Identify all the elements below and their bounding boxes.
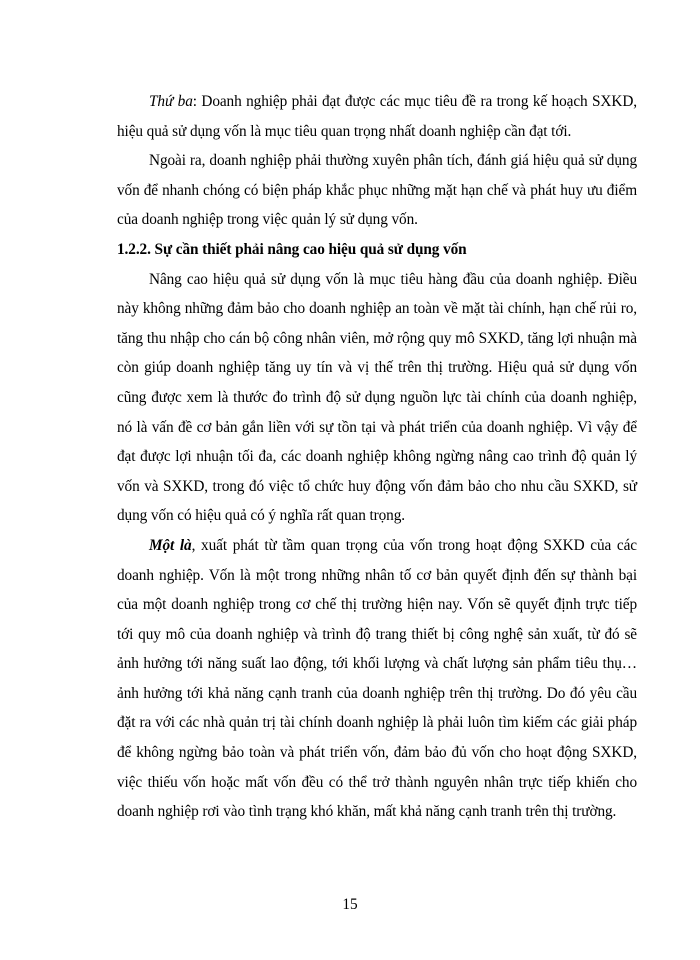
- paragraph-nang-cao: Nâng cao hiệu quả sử dụng vốn là mục tiêu hàng đầu của doanh nghiệp. Điều này không những đảm bảo cho doanh nghiệp an toàn về mặt tài chính, hạn chế rủi ro, tăng thu nhập cho cán bộ công nhân viên, mở rộng quy mô SXKD, tăng lợi nhuận mà còn giúp doanh nghiệp tăng uy tín và vị thế trên thị trường. Hiệu quả sử dụng vốn cũng được xem là thước đo trình độ sử dụng nguồn lực tài chính của doanh nghiệp, nó là vấn đề cơ bản gắn liền với sự tồn tại và phát triển của doanh nghiệp. Vì vậy để đạt được lợi nhuận tối đa, các doanh nghiệp không ngừng nâng cao trình độ quản lý vốn và SXKD, trong đó việc tổ chức huy động vốn đảm bảo cho nhu cầu SXKD, sử dụng vốn có hiệu quả có ý nghĩa rất quan trọng.: [117, 270, 637, 525]
- paragraph-lead-thu-ba: Thứ ba: [149, 93, 193, 110]
- page-number: 15: [342, 896, 358, 913]
- paragraph-ngoai-ra: Ngoài ra, doanh nghiệp phải thường xuyên phân tích, đánh giá hiệu quả sử dụng vốn để nhanh chóng có biện pháp khắc phục những mặt hạn chế và phát huy ưu điểm của doanh nghiệp trong việc quản lý sử dụng vốn.: [117, 152, 637, 229]
- paragraph-text-thu-ba: : Doanh nghiệp phải đạt được các mục tiêu đề ra trong kế hoạch SXKD, hiệu quả sử dụng vốn là mục tiêu quan trọng nhất doanh nghiệp cần đạt tới.: [117, 93, 637, 140]
- paragraph-lead-mot-la: Một là: [149, 536, 192, 554]
- paragraph-thu-ba: [117, 87, 637, 146]
- section-heading: 1.2.2. Sự cần thiết phải nâng cao hiệu quả sử dụng vốn: [117, 240, 467, 258]
- paragraph-mot-la: [117, 531, 637, 827]
- paragraph-text-mot-la: , xuất phát từ tầm quan trọng của vốn trong hoạt động SXKD của các doanh nghiệp. Vốn là một trong những nhân tố cơ bản quyết định đến sự thành bại của một doanh nghiệp trong cơ chế thị trường hiện nay. Vốn sẽ quyết định trực tiếp tới quy mô của doanh nghiệp và trình độ trang thiết bị công nghệ sản xuất, từ đó sẽ ảnh hưởng tới năng suất lao động, tới khối lượng và chất lượng sản phẩm tiêu thụ…ảnh hưởng tới khả năng cạnh tranh của doanh nghiệp trên thị trường. Do đó yêu cầu đặt ra với các nhà quản trị tài chính doanh nghiệp là phải luôn tìm kiếm các giải pháp để không ngừng bảo toàn và phát triển vốn, đảm bảo đủ vốn cho hoạt động SXKD, việc thiếu vốn hoặc mất vốn đều có thể trở thành nguyên nhân trực tiếp khiến cho doanh nghiệp rơi vào tình trạng khó khăn, mất khả năng cạnh tranh trên thị trường.: [117, 536, 637, 821]
- document-body: [117, 87, 637, 827]
